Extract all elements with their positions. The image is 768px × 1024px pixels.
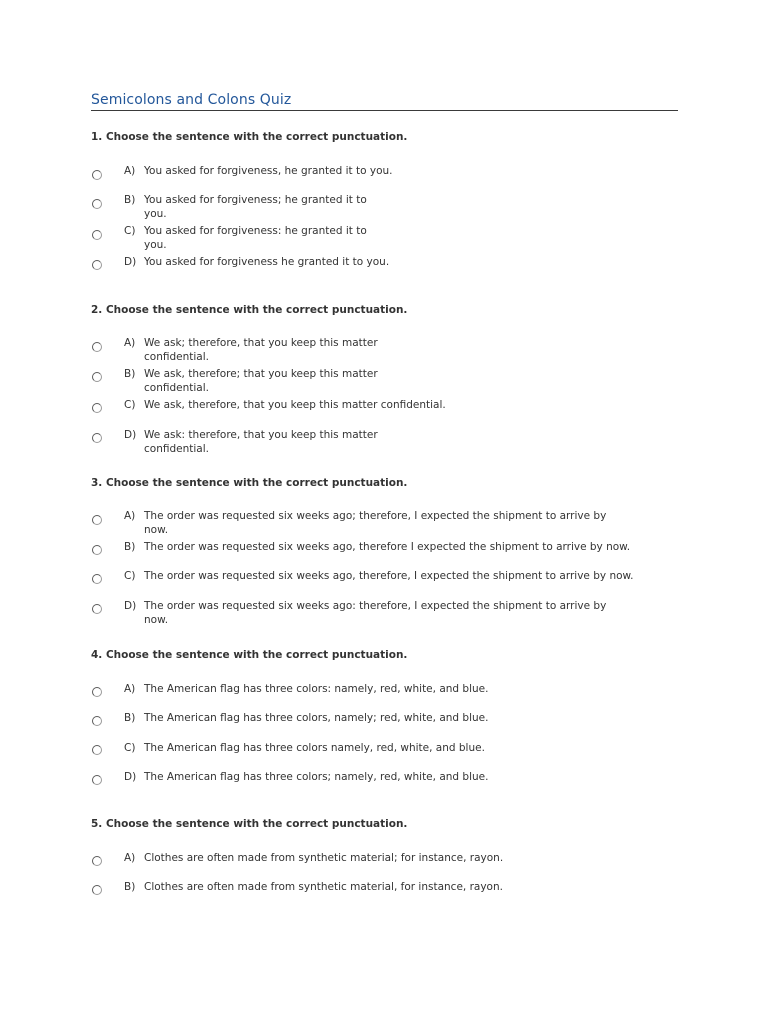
q5-option-b[interactable] [92, 881, 672, 909]
option-letter: B) [124, 541, 136, 553]
radio-button[interactable] [92, 372, 102, 382]
option-letter: C) [124, 225, 136, 237]
option-letter: D) [124, 771, 137, 783]
option-text-line: The order was requested six weeks ago: therefore, I expected the shipment to arrive by [144, 600, 607, 612]
option-text [144, 600, 606, 627]
option-text-line: You asked for forgiveness: he granted it to [144, 225, 367, 237]
q4-option-d[interactable] [92, 771, 672, 799]
option-text [144, 742, 485, 756]
option-text-line: The American flag has three colors, namely; red, white, and blue. [144, 712, 489, 724]
radio-button[interactable] [92, 687, 102, 697]
option-text [144, 712, 488, 726]
question-2-prompt: 2. Choose the sentence with the correct punctuation. [91, 304, 408, 316]
option-text-line: The order was requested six weeks ago, therefore I expected the shipment to arrive by now. [144, 541, 631, 553]
option-text [144, 256, 389, 270]
option-text-line: confidential. [144, 350, 209, 363]
q4-option-c[interactable] [92, 742, 672, 770]
option-text [144, 194, 367, 221]
radio-button[interactable] [92, 856, 102, 866]
q1-option-b[interactable] [92, 194, 672, 222]
radio-button[interactable] [92, 403, 102, 413]
radio-button[interactable] [92, 545, 102, 555]
option-text-line: You asked for forgiveness he granted it to you. [144, 256, 390, 268]
option-text [144, 399, 446, 413]
option-letter: D) [124, 600, 137, 612]
q1-option-d[interactable] [92, 256, 672, 284]
option-text [144, 541, 630, 555]
q1-option-c[interactable] [92, 225, 672, 253]
option-text-line: We ask, therefore, that you keep this matter confidential. [144, 399, 446, 411]
radio-button[interactable] [92, 342, 102, 352]
option-text [144, 337, 378, 364]
option-letter: D) [124, 429, 137, 441]
option-text-line: You asked for forgiveness, he granted it to you. [144, 165, 393, 177]
option-text [144, 225, 367, 252]
q1-option-a[interactable] [92, 165, 672, 193]
option-text-line: You asked for forgiveness; he granted it to [144, 194, 367, 206]
option-letter: C) [124, 399, 136, 411]
option-text [144, 368, 378, 395]
option-letter: B) [124, 881, 136, 893]
q2-option-a[interactable] [92, 337, 672, 365]
option-letter: B) [124, 712, 136, 724]
radio-button[interactable] [92, 433, 102, 443]
option-letter: A) [124, 337, 136, 349]
q2-option-c[interactable] [92, 399, 672, 427]
option-letter: D) [124, 256, 137, 268]
option-letter: A) [124, 852, 136, 864]
option-text-line: now. [144, 613, 169, 626]
option-letter: B) [124, 194, 136, 206]
option-text-line: now. [144, 523, 169, 536]
radio-button[interactable] [92, 716, 102, 726]
radio-button[interactable] [92, 885, 102, 895]
q4-option-a[interactable] [92, 683, 672, 711]
q2-option-b[interactable] [92, 368, 672, 396]
q5-option-a[interactable] [92, 852, 672, 880]
option-text-line: Clothes are often made from synthetic material; for instance, rayon. [144, 852, 504, 864]
option-text-line: We ask; therefore, that you keep this matter [144, 337, 378, 349]
question-3-prompt: 3. Choose the sentence with the correct punctuation. [91, 477, 408, 489]
option-text [144, 429, 378, 456]
option-text-line: The order was requested six weeks ago, therefore, I expected the shipment to arrive by now. [144, 570, 634, 582]
q3-option-d[interactable] [92, 600, 672, 628]
radio-button[interactable] [92, 230, 102, 240]
option-text [144, 570, 634, 584]
option-letter: B) [124, 368, 136, 380]
option-text [144, 881, 503, 895]
question-1-prompt: 1. Choose the sentence with the correct punctuation. [91, 131, 408, 143]
option-text [144, 510, 606, 537]
option-text-line: confidential. [144, 381, 209, 394]
option-text-line: The order was requested six weeks ago; therefore, I expected the shipment to arrive by [144, 510, 607, 522]
q3-option-c[interactable] [92, 570, 672, 598]
radio-button[interactable] [92, 775, 102, 785]
radio-button[interactable] [92, 745, 102, 755]
option-text [144, 771, 488, 785]
option-text [144, 683, 488, 697]
q2-option-d[interactable] [92, 429, 672, 457]
option-text-line: The American flag has three colors namely, red, white, and blue. [144, 742, 485, 754]
question-5-prompt: 5. Choose the sentence with the correct punctuation. [91, 818, 408, 830]
option-text [144, 165, 393, 179]
radio-button[interactable] [92, 260, 102, 270]
radio-button[interactable] [92, 574, 102, 584]
option-text-line: We ask: therefore, that you keep this matter [144, 429, 378, 441]
option-letter: A) [124, 683, 136, 695]
option-text-line: you. [144, 238, 167, 251]
title-rule [91, 110, 678, 111]
option-text [144, 852, 503, 866]
option-text-line: The American flag has three colors: namely, red, white, and blue. [144, 683, 489, 695]
option-text-line: We ask, therefore; that you keep this matter [144, 368, 378, 380]
radio-button[interactable] [92, 515, 102, 525]
option-text-line: The American flag has three colors; namely, red, white, and blue. [144, 771, 489, 783]
q4-option-b[interactable] [92, 712, 672, 740]
option-letter: C) [124, 742, 136, 754]
option-text-line: confidential. [144, 442, 209, 455]
option-letter: C) [124, 570, 136, 582]
option-text-line: Clothes are often made from synthetic material, for instance, rayon. [144, 881, 503, 893]
question-4-prompt: 4. Choose the sentence with the correct punctuation. [91, 649, 408, 661]
option-letter: A) [124, 510, 136, 522]
radio-button[interactable] [92, 604, 102, 614]
quiz-title: Semicolons and Colons Quiz [91, 92, 292, 108]
q3-option-a[interactable] [92, 510, 672, 538]
radio-button[interactable] [92, 199, 102, 209]
q3-option-b[interactable] [92, 541, 672, 569]
radio-button[interactable] [92, 170, 102, 180]
option-letter: A) [124, 165, 136, 177]
option-text-line: you. [144, 207, 167, 220]
